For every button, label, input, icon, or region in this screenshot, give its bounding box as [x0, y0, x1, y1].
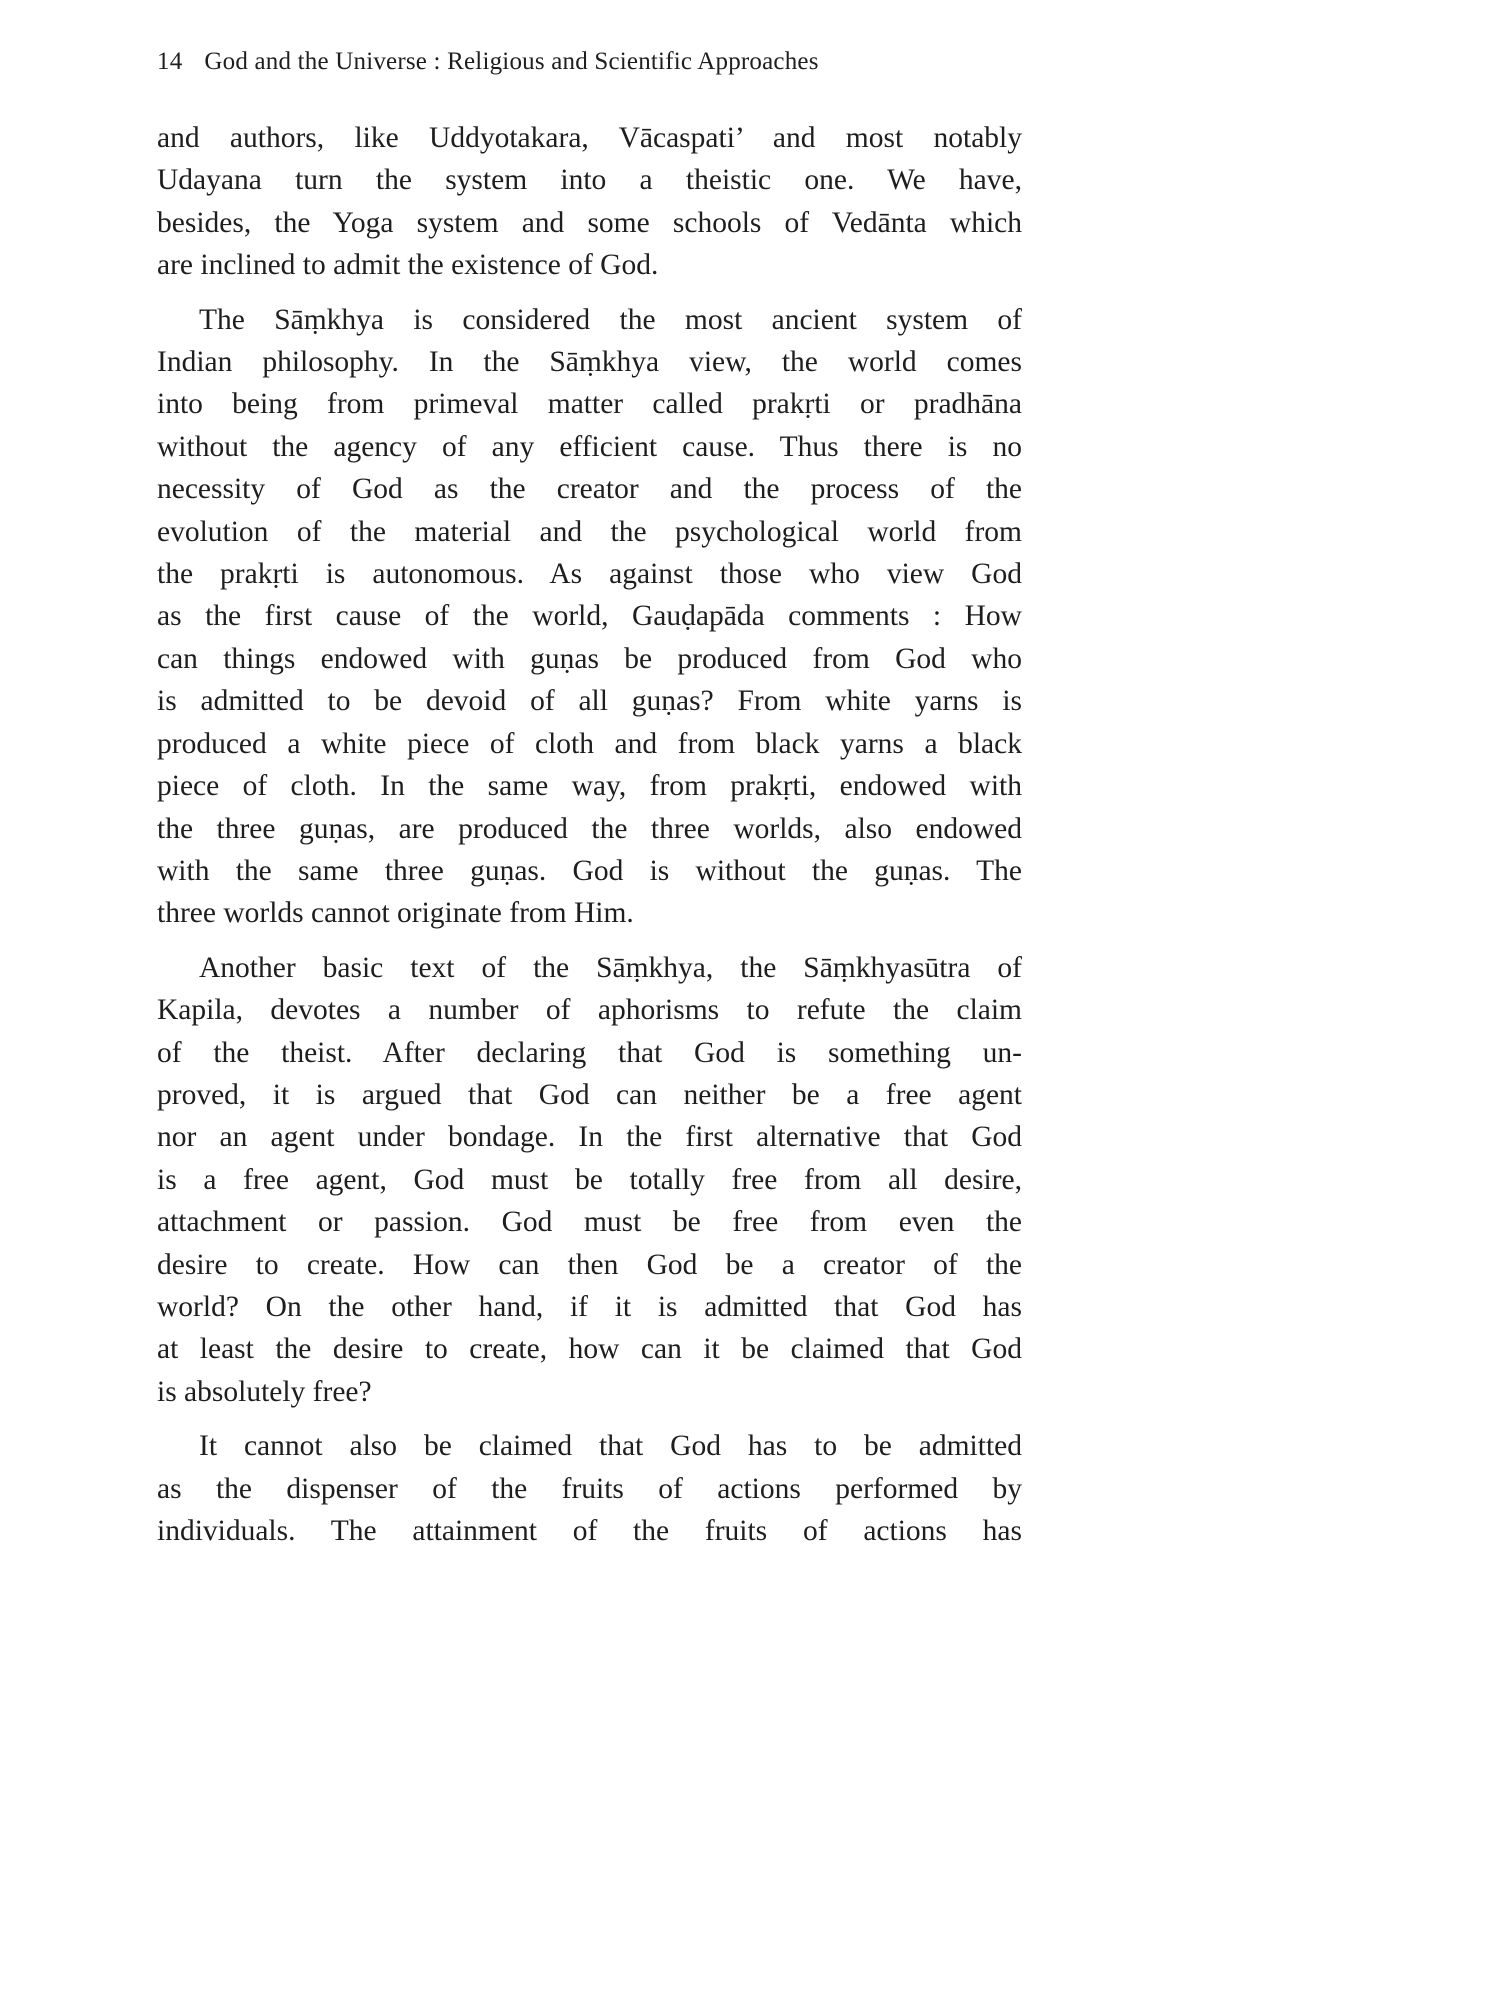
text-line: is admitted to be devoid of all guṇas? From white yarns is [157, 685, 1022, 718]
text-line: the prakṛti is autonomous. As against those who view God [157, 558, 1022, 591]
text-line: three worlds cannot originate from Him. [157, 897, 634, 930]
paragraph-4 [157, 1425, 1022, 1552]
text-line: desire to create. How can then God be a creator of the [157, 1248, 1022, 1281]
paragraph-1 [157, 117, 1022, 287]
text-line: Kapila, devotes a number of aphorisms to refute the claim [157, 994, 1022, 1027]
text-line: with the same three guṇas. God is without the guṇas. The [157, 854, 1022, 887]
text-line: individuals. The attainment of the fruits of actions has [157, 1515, 1022, 1547]
text-line: of the theist. After declaring that God is something un- [157, 1036, 1022, 1069]
text-line: nor an agent under bondage. In the first alternative that God [157, 1121, 1022, 1154]
text-line: Udayana turn the system into a theistic one. We have, [157, 164, 1022, 197]
text-line: It cannot also be claimed that God has to be admitted [199, 1430, 1022, 1463]
text-line: The Sāṃkhya is considered the most ancient system of [199, 303, 1022, 336]
text-line: can things endowed with guṇas be produced from God who [157, 642, 1022, 675]
text-line: necessity of God as the creator and the process of the [157, 473, 1022, 506]
text-line: the three guṇas, are produced the three worlds, also endowed [157, 812, 1022, 845]
text-line: and authors, like Uddyotakara, Vācaspati’ and most notably [157, 122, 1022, 154]
text-line: is absolutely free? [157, 1375, 372, 1408]
paragraph-2 [157, 299, 1022, 935]
text-line: evolution of the material and the psychological world from [157, 515, 1022, 548]
text-line: proved, it is argued that God can neither be a free agent [157, 1078, 1022, 1111]
text-line: piece of cloth. In the same way, from prakṛti, endowed with [157, 770, 1022, 803]
text-line: attachment or passion. God must be free from even the [157, 1206, 1022, 1239]
paragraph-3 [157, 947, 1022, 1413]
text-line: at least the desire to create, how can it be claimed that God [157, 1333, 1022, 1366]
page-number: 14 [157, 48, 183, 75]
body-text [157, 117, 1022, 1552]
text-line: is a free agent, God must be totally free from all desire, [157, 1163, 1022, 1196]
text-line: besides, the Yoga system and some schools of Vedānta which [157, 206, 1022, 239]
text-line: produced a white piece of cloth and from black yarns a black [157, 727, 1022, 760]
running-header [157, 46, 1017, 78]
text-line: Another basic text of the Sāṃkhya, the Sāṃkhyasūtra of [199, 951, 1022, 984]
text-line: into being from primeval matter called prakṛti or pradhāna [157, 388, 1022, 421]
text-line: Indian philosophy. In the Sāṃkhya view, the world comes [157, 346, 1022, 379]
text-line: world? On the other hand, if it is admitted that God has [157, 1290, 1022, 1323]
text-line: as the first cause of the world, Gauḍapāda comments : How [157, 600, 1022, 633]
running-title: God and the Universe : Religious and Scientific Approaches [204, 48, 819, 75]
text-line: are inclined to admit the existence of God. [157, 249, 659, 282]
text-line: as the dispenser of the fruits of actions performed by [157, 1472, 1022, 1505]
text-line: without the agency of any efficient cause. Thus there is no [157, 430, 1022, 463]
